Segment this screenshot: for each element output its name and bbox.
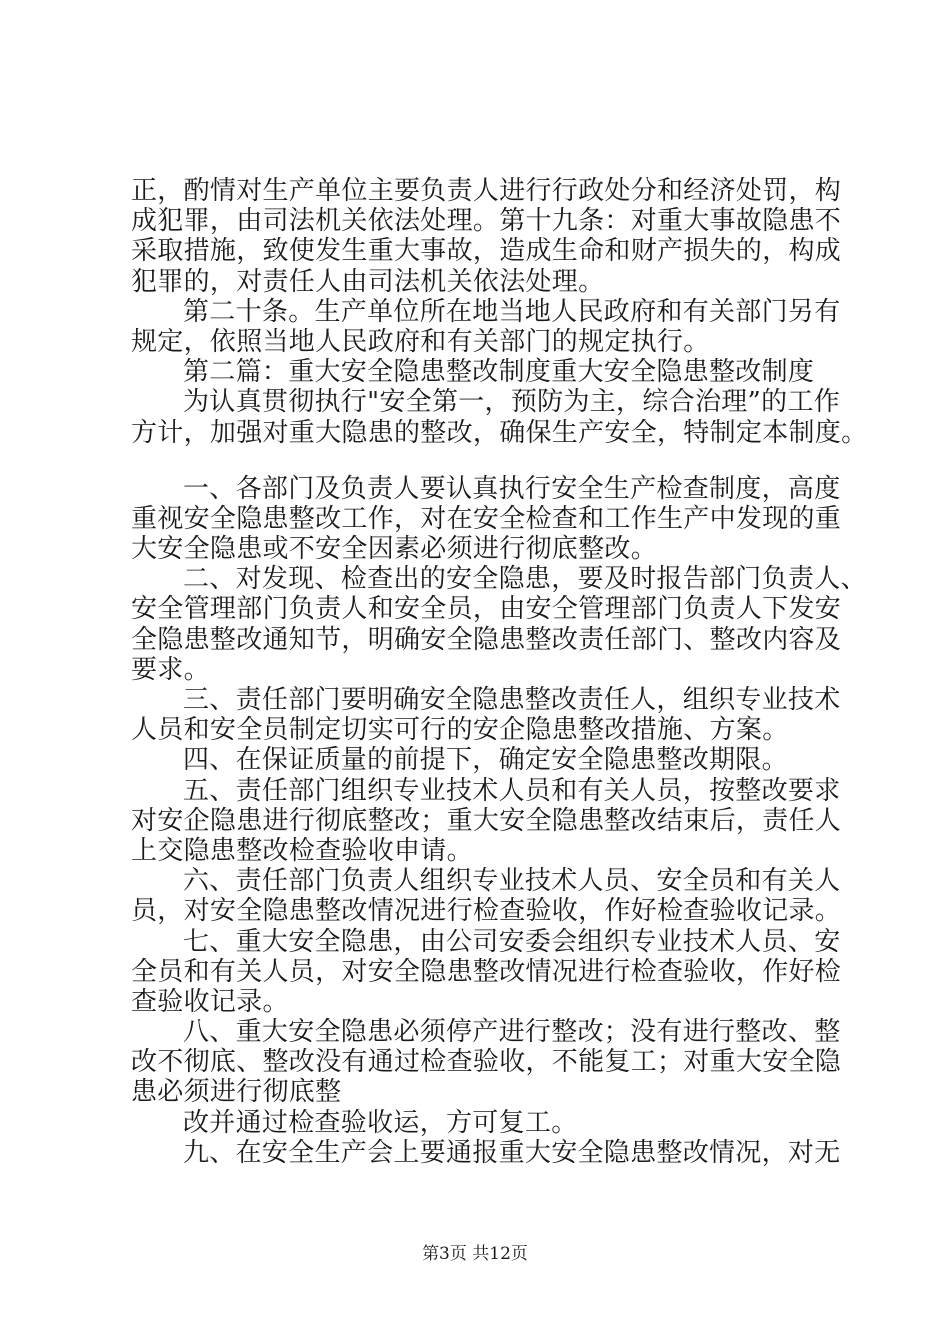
text-line: 员，对安全隐患整改情况进行检查验收，作好检查验收记录。 [131,896,842,927]
text-line: 重视安全隐患整改工作，对在安全检查和工作生产中发现的重 [131,503,842,534]
paragraph-gap [131,448,831,474]
text-line: 改并通过检查验收运，方可复工。 [183,1107,578,1138]
text-line: 上交隐患整改检查验收申请。 [131,835,473,866]
section-heading: 第二篇：重大安全隐患整改制度重大安全隐患整改制度 [183,357,815,388]
text-line: 全隐患整改通知节，明确安全隐患整改责任部门、整改内容及 [131,624,842,655]
text-line: 患必须进行彻底整 [131,1077,342,1108]
text-line: 对安企隐患进行彻底整改；重大安全隐患整改结束后，责任人 [131,805,842,836]
text-line: 查验收记录。 [131,986,289,1017]
text-line: 一、各部门及负责人要认真执行安全生产检查制度，高度 [183,473,841,504]
text-line: 为认真贯彻执行"安全第一，预防为主，综合治理”的工作 [183,387,841,418]
text-line: 人员和安全员制定切实可行的安企隐患整改措施、方案。 [131,715,789,746]
text-line: 正，酌情对生产单位主要负责人进行行政处分和经济处罚，构 [131,176,842,206]
text-line: 第二十条。生产单位所在地当地人民政府和有关部门另有 [183,296,841,327]
text-line: 改不彻底、整改没有通过检查验收，不能复工；对重大安全隐 [131,1047,842,1078]
text-line: 九、在安全生产会上要通报重大安全隐患整改情况，对无 [183,1137,841,1168]
text-line: 采取措施，致使发生重大事故，造成生命和财产损失的，构成 [131,236,842,267]
text-line: 四、在保证质量的前提下，确定安全隐患整改期限。 [183,745,788,776]
text-line: 成犯罪，由司法机关依法处理。第十九条：对重大事故隐患不 [131,206,842,237]
text-line: 安全管理部门负责人和安全员，由安仝管理部门负责人下发安 [131,594,842,625]
text-line: 三、责任部门要明确安全隐患整改责任人，组织专业技术 [183,685,841,715]
page-footer: 第3页 共12页 [422,1244,528,1264]
text-line: 五、责任部门组织专业技术人员和有关人员，按整改要求 [183,775,841,806]
text-line: 方计，加强对重大隐患的整改，确保生产安全，特制定本制度。 [131,417,868,448]
document-body [131,176,868,1168]
text-line: 八、重大安全隐患必须停产进行整改；没有进行整改、整 [183,1017,841,1048]
text-line: 全员和有关人员，对安全隐患整改情况进行检查验收，作好检 [131,956,842,987]
text-line: 七、重大安全隐患，由公司安委会组织专业技术人员、安 [183,926,841,957]
text-line: 规定，依照当地人民政府和有关部门的规定执行。 [131,326,710,357]
text-line: 要求。 [131,654,210,685]
text-line: 犯罪的，对责任人由司法机关依法处理。 [131,266,605,297]
text-line: 大安全隐患或不安全因素必须进行彻底整改。 [131,534,658,565]
text-line: 六、责任部门负责人组织专业技术人员、安全员和有关人 [183,866,841,897]
text-line: 二、对发现、检查出的安全隐患，要及时报告部门负责人、 [183,564,867,595]
